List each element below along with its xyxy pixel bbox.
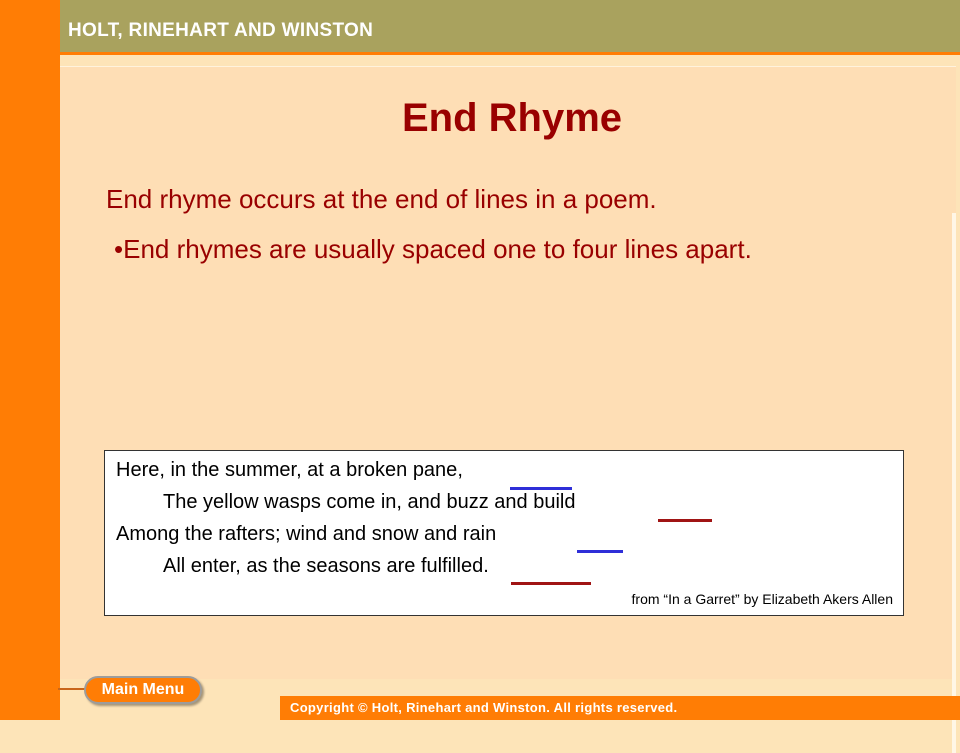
poem-line-1: [116, 459, 463, 482]
poem-line-punctuation: ,: [457, 459, 463, 481]
main-menu-button[interactable]: Main Menu: [84, 676, 202, 704]
poem-line-text: Here, in the summer, at a broken: [116, 459, 413, 481]
poem-line-text: All enter, as the seasons are: [163, 555, 421, 577]
header-stripe: [60, 52, 960, 55]
poem-line-2: [163, 491, 575, 514]
rhyme-word-a: pane: [412, 459, 458, 481]
poem-line-punctuation: .: [483, 555, 489, 577]
rhyme-underline-b: [511, 582, 591, 585]
poem-line-text: The yellow wasps come in, and buzz and: [163, 491, 534, 513]
panel-edge: [952, 213, 956, 753]
poem-line-4: [163, 555, 489, 578]
rhyme-word-a: rain: [462, 523, 497, 545]
rhyme-underline-a: [577, 550, 623, 553]
poem-line-text: Among the rafters; wind and snow and: [116, 523, 463, 545]
poem-line-3: [116, 523, 496, 546]
intro-text: End rhyme occurs at the end of lines in a poem.: [106, 184, 657, 214]
copyright-text: Copyright © Holt, Rinehart and Winston. All rights reserved.: [290, 700, 678, 715]
poem-excerpt-box: [104, 450, 904, 616]
bullet-point: •End rhymes are usually spaced one to four lines apart.: [114, 234, 752, 264]
rhyme-underline-a: [510, 487, 572, 490]
rhyme-word-b: fulfilled: [420, 555, 484, 577]
poem-attribution: from “In a Garret” by Elizabeth Akers Allen: [631, 591, 893, 607]
rhyme-underline-b: [658, 519, 712, 522]
rhyme-word-b: build: [533, 491, 576, 513]
publisher-logo: HOLT, RINEHART AND WINSTON: [68, 20, 374, 41]
slide-title: End Rhyme: [401, 96, 623, 140]
